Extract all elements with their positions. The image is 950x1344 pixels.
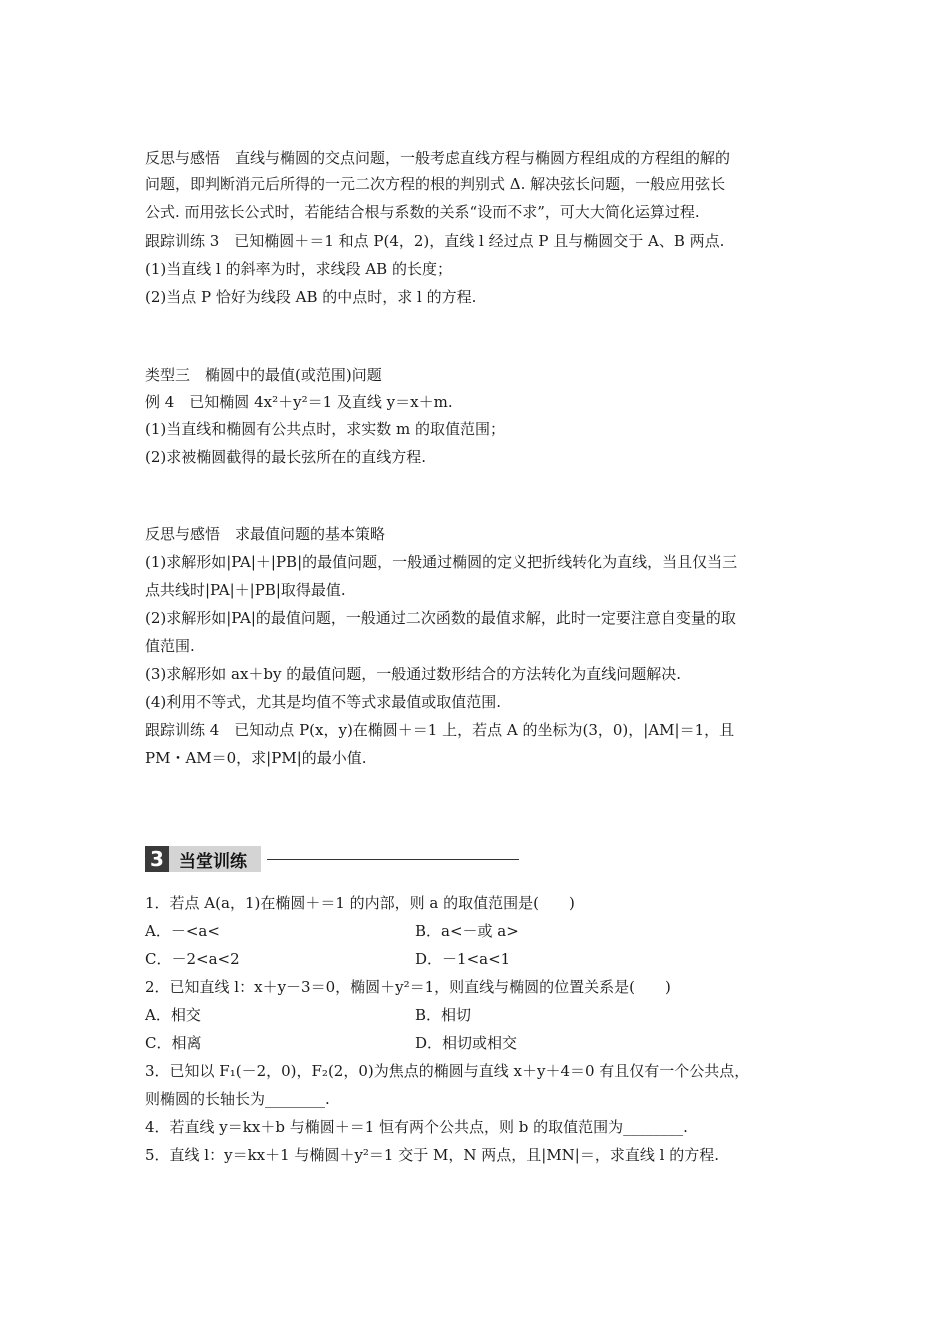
section-header <box>145 846 519 872</box>
example-4-part-1: (1)当直线和椭圆有公共点时，求实数 m 的取值范围； <box>145 420 506 438</box>
q2-option-b: B．相切 <box>415 1006 472 1024</box>
reflection-1-line-3: 公式. 而用弦长公式时，若能结合根与系数的关系“设而不求”，可大大简化运算过程. <box>145 203 700 221</box>
q2-option-a: A．相交 <box>145 1006 201 1024</box>
section-rule <box>267 859 519 860</box>
question-5: 5．直线 l：y＝kx＋1 与椭圆＋y²＝1 交于 M，N 两点，且|MN|＝，求直线 l 的方程. <box>145 1146 719 1164</box>
question-4: 4．若直线 y＝kx＋b 与椭圆＋＝1 恒有两个公共点，则 b 的取值范围为________. <box>145 1118 688 1136</box>
strategy-4: (4)利用不等式，尤其是均值不等式求最值或取值范围. <box>145 693 502 711</box>
question-3-line-1: 3．已知以 F₁(－2，0)，F₂(2，0)为焦点的椭圆与直线 x＋y＋4＝0 有且仅有一个公共点， <box>145 1062 750 1080</box>
q1-option-c: C．－2<a<2 <box>145 950 240 968</box>
tracking-exercise-4-line-2: PM・AM＝0，求|PM|的最小值. <box>145 749 367 767</box>
strategy-1-line-2: 点共线时|PA|＋|PB|取得最值. <box>145 581 346 599</box>
question-2: 2．已知直线 l：x＋y－3＝0，椭圆＋y²＝1，则直线与椭圆的位置关系是( ) <box>145 978 671 996</box>
reflection-1-line-2: 问题，即判断消元后所得的一元二次方程的根的判别式 Δ. 解决弦长问题，一般应用弦长 <box>145 175 726 193</box>
strategy-2-line-2: 值范围. <box>145 637 195 655</box>
reflection-1-line-1: 反思与感悟 直线与椭圆的交点问题，一般考虑直线方程与椭圆方程组成的方程组的解的 <box>145 149 731 167</box>
q1-option-d: D．－1<a<1 <box>415 950 511 968</box>
question-3-line-2: 则椭圆的长轴长为________. <box>145 1090 330 1108</box>
tracking-3-part-1: (1)当直线 l 的斜率为时，求线段 AB 的长度； <box>145 260 452 278</box>
strategy-3: (3)求解形如 ax＋by 的最值问题，一般通过数形结合的方法转化为直线问题解决. <box>145 665 682 683</box>
example-4-part-2: (2)求被椭圆截得的最长弦所在的直线方程. <box>145 448 427 466</box>
q1-option-b: B．a<－或 a> <box>415 922 519 940</box>
tracking-exercise-4-line-1: 跟踪训练 4 已知动点 P(x，y)在椭圆＋＝1 上，若点 A 的坐标为(3，0)，|AM|＝1，且 <box>145 721 735 739</box>
strategy-2-line-1: (2)求解形如|PA|的最值问题，一般通过二次函数的最值求解，此时一定要注意自变量的取 <box>145 609 736 627</box>
q1-option-a: A．－<a< <box>145 922 220 940</box>
example-4: 例 4 已知椭圆 4x²＋y²＝1 及直线 y＝x＋m. <box>145 393 453 411</box>
tracking-exercise-3: 跟踪训练 3 已知椭圆＋＝1 和点 P(4，2)，直线 l 经过点 P 且与椭圆交于 A、B 两点. <box>145 232 725 250</box>
section-title: 当堂训练 <box>169 846 261 872</box>
reflection-2-heading: 反思与感悟 求最值问题的基本策略 <box>145 525 386 543</box>
section-number-badge: 3 <box>145 846 169 872</box>
q2-option-c: C．相离 <box>145 1034 202 1052</box>
type-3-heading: 类型三 椭圆中的最值(或范围)问题 <box>145 366 382 384</box>
tracking-3-part-2: (2)当点 P 恰好为线段 AB 的中点时，求 l 的方程. <box>145 288 477 306</box>
question-1: 1．若点 A(a，1)在椭圆＋＝1 的内部，则 a 的取值范围是( ) <box>145 894 575 912</box>
q2-option-d: D．相切或相交 <box>415 1034 518 1052</box>
strategy-1-line-1: (1)求解形如|PA|＋|PB|的最值问题，一般通过椭圆的定义把折线转化为直线，当且仅当三 <box>145 553 738 571</box>
